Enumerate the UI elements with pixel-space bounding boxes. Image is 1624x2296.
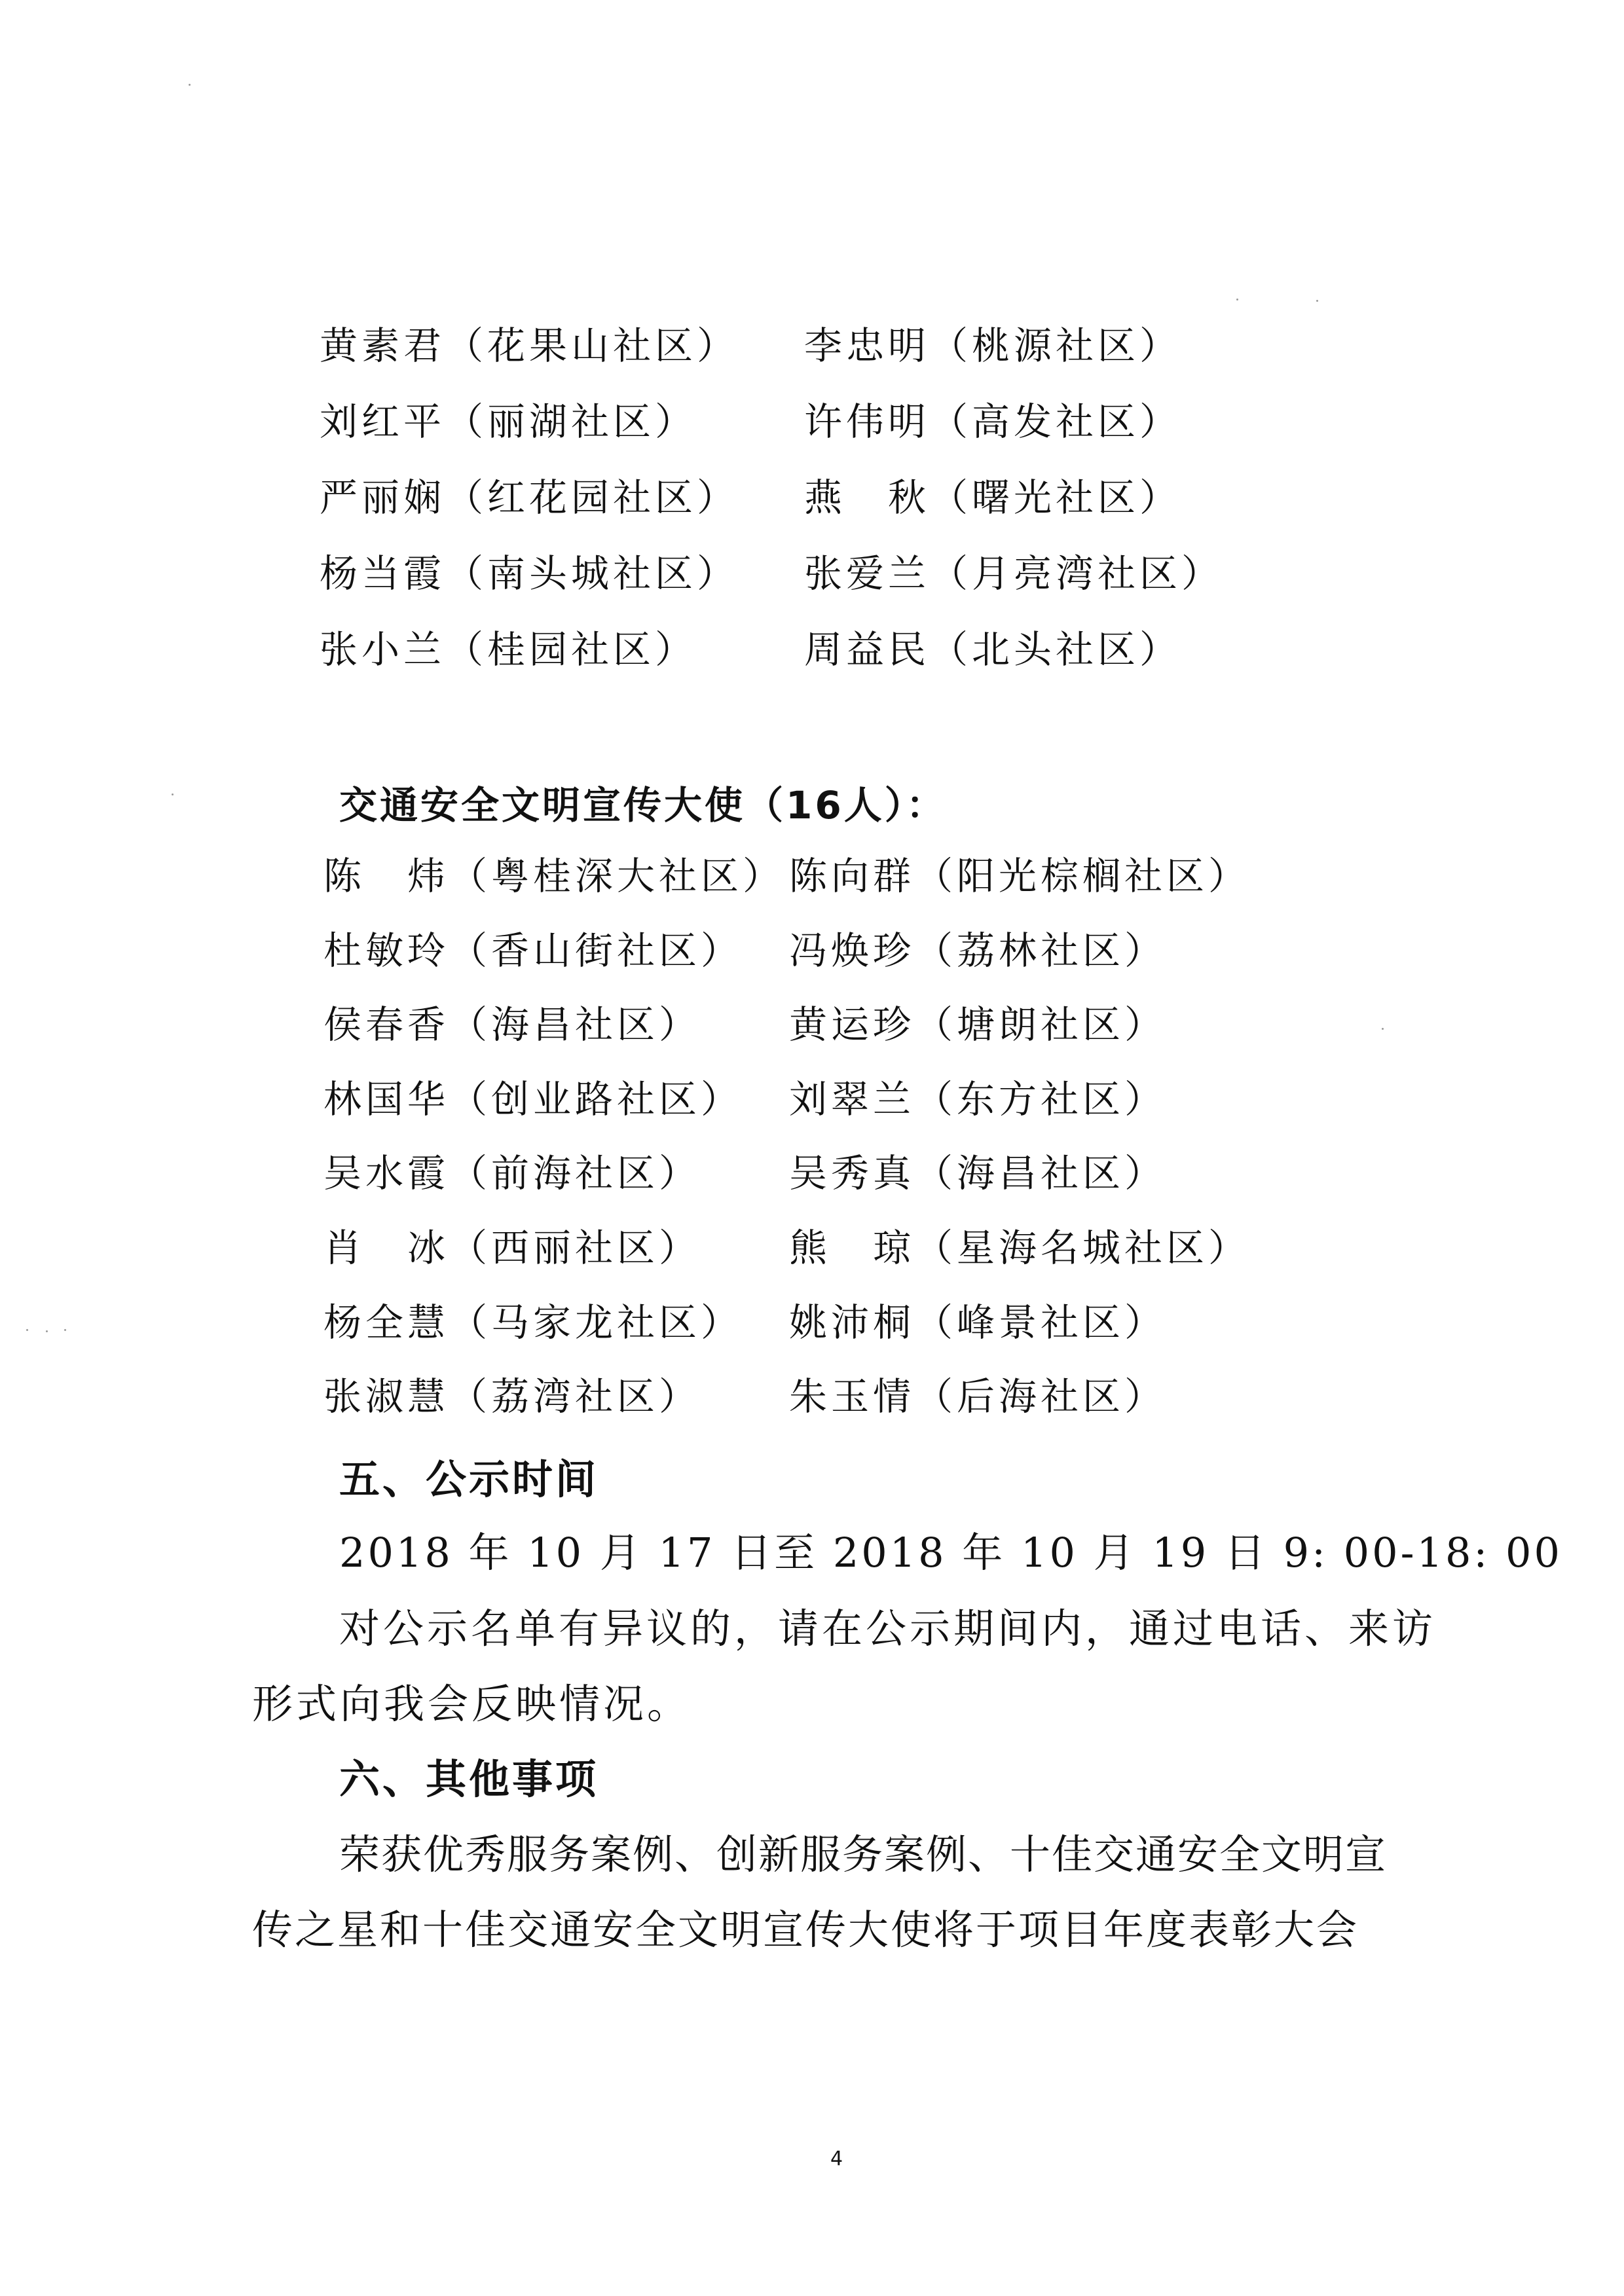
list-item: 姚沛桐（峰景社区） bbox=[789, 1300, 1167, 1345]
list-row bbox=[0, 536, 1624, 611]
list-item: 杜敏玲（香山街社区） bbox=[323, 928, 743, 973]
list-item: 许伟明（高发社区） bbox=[804, 399, 1182, 444]
list-row bbox=[0, 1360, 1624, 1434]
list-row bbox=[0, 1137, 1624, 1211]
list-item: 杨全慧（马家龙社区） bbox=[323, 1300, 743, 1345]
scan-speck bbox=[46, 1330, 48, 1332]
list-item: 吴水霞（前海社区） bbox=[323, 1151, 701, 1196]
list-item: 朱玉情（后海社区） bbox=[789, 1374, 1167, 1419]
list-item: 张小兰（桂园社区） bbox=[320, 627, 697, 672]
scan-speck bbox=[1316, 300, 1318, 302]
list-item: 张淑慧（荔湾社区） bbox=[323, 1374, 701, 1419]
objection-note-line: 形式向我会反映情况。 bbox=[252, 1680, 692, 1728]
scan-speck bbox=[64, 1329, 66, 1331]
list-item: 肖 冰（西丽社区） bbox=[323, 1225, 701, 1270]
list-row bbox=[0, 988, 1624, 1063]
scan-speck bbox=[26, 1329, 28, 1331]
other-matters-line: 传之星和十佳交通安全文明宣传大使将于项目年度表彰大会 bbox=[252, 1906, 1359, 1954]
list-item: 张爱兰（月亮湾社区） bbox=[804, 551, 1224, 596]
list-item: 刘红平（丽湖社区） bbox=[320, 399, 697, 444]
list-item: 冯焕珍（荔林社区） bbox=[789, 928, 1167, 973]
list-row bbox=[0, 384, 1624, 460]
list-item: 燕 秋（曙光社区） bbox=[804, 475, 1182, 520]
scan-speck bbox=[189, 84, 191, 86]
list-item: 刘翠兰（东方社区） bbox=[789, 1076, 1167, 1121]
list-item: 周益民（北头社区） bbox=[804, 627, 1182, 672]
ambassador-list-heading: 交通安全文明宣传大使（16人）： bbox=[339, 783, 947, 828]
list-row bbox=[0, 1286, 1624, 1360]
list-row bbox=[0, 1211, 1624, 1286]
section-six-heading: 六、其他事项 bbox=[339, 1755, 599, 1803]
name-list-continued bbox=[0, 308, 1624, 687]
list-item: 吴秀真（海昌社区） bbox=[789, 1151, 1167, 1196]
list-row bbox=[0, 914, 1624, 989]
objection-note-line: 对公示名单有异议的，请在公示期间内，通过电话、来访 bbox=[339, 1605, 1437, 1652]
page-number: 4 bbox=[830, 2147, 843, 2170]
section-five-heading: 五、公示时间 bbox=[339, 1455, 599, 1503]
list-item: 黄素君（花果山社区） bbox=[320, 323, 739, 368]
scan-speck bbox=[1382, 1028, 1384, 1030]
ambassador-name-list bbox=[0, 839, 1624, 1434]
list-item: 李忠明（桃源社区） bbox=[804, 323, 1182, 368]
list-item: 陈向群（阳光棕榈社区） bbox=[789, 854, 1251, 898]
scan-speck bbox=[1236, 299, 1238, 301]
list-item: 侯春香（海昌社区） bbox=[323, 1002, 701, 1048]
list-row bbox=[0, 460, 1624, 536]
list-item: 林国华（创业路社区） bbox=[323, 1076, 743, 1121]
list-row bbox=[0, 611, 1624, 687]
list-row bbox=[0, 1063, 1624, 1137]
list-item: 严丽娴（红花园社区） bbox=[320, 475, 739, 520]
list-row bbox=[0, 839, 1624, 914]
publicity-period: 2018 年 10 月 17 日至 2018 年 10 月 19 日 9: 00-18: 00 bbox=[339, 1529, 1562, 1576]
scan-speck bbox=[172, 793, 174, 795]
list-item: 熊 琼（星海名城社区） bbox=[789, 1225, 1251, 1270]
list-row bbox=[0, 308, 1624, 384]
list-item: 杨当霞（南头城社区） bbox=[320, 551, 739, 596]
list-item: 黄运珍（塘朗社区） bbox=[789, 1002, 1167, 1048]
list-item: 陈 炜（粤桂深大社区） bbox=[323, 854, 785, 898]
other-matters-line: 荣获优秀服务案例、创新服务案例、十佳交通安全文明宣 bbox=[339, 1831, 1388, 1878]
